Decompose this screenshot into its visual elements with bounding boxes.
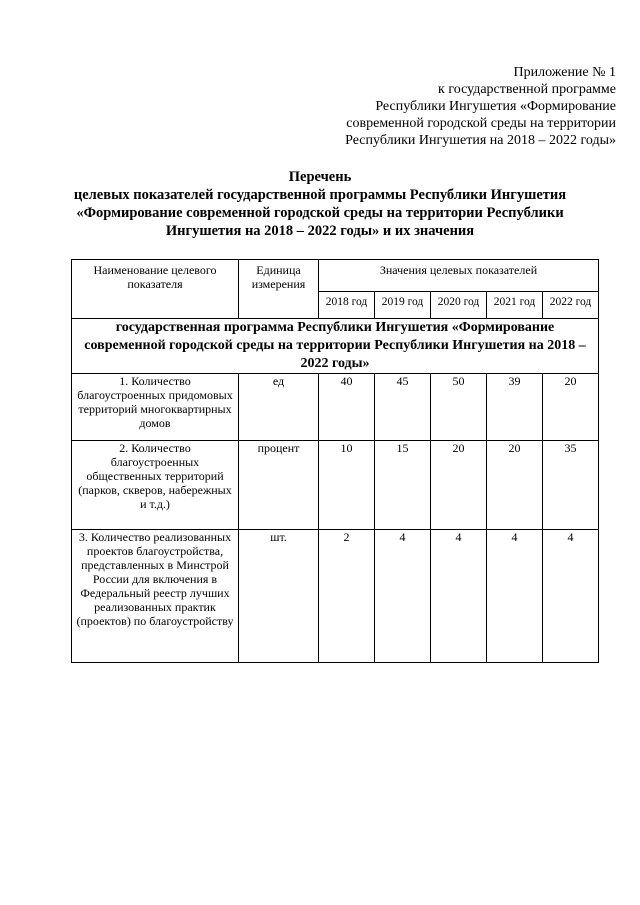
indicator-unit-cell: ед [239,374,319,441]
value-cell-2022: 35 [543,441,599,530]
annex-line: Приложение № 1 [513,65,616,80]
title-line: целевых показателей государственной программы Республики Ингушетия [73,187,567,203]
value-cell-2022: 20 [543,374,599,441]
annex-line: Республики Ингушетия на 2018 – 2022 годы» [345,133,616,148]
table-header-row [72,260,599,292]
value-cell-2018: 10 [319,441,375,530]
title-line: Перечень [288,169,352,185]
indicators-table [71,259,599,663]
indicator-unit-cell: процент [239,441,319,530]
value-cell-2020: 4 [431,530,487,663]
program-title-cell: государственная программа Республики Ингушетия «Формирование современной городской среды на территории Республики Ингушетия на 2018 – 2022 годы» [72,319,599,374]
header-year-2022: 2022 год [543,292,599,319]
title-line: Ингушетия на 2018 – 2022 годы» и их значения [165,223,475,239]
annex-line: к государственной программе [438,82,616,97]
value-cell-2019: 15 [375,441,431,530]
header-unit: Единица измерения [239,260,319,319]
value-cell-2021: 20 [487,441,543,530]
header-year-2018: 2018 год [319,292,375,319]
title-line: «Формирование современной городской среды на территории Республики [76,205,564,221]
annex-header [345,64,616,149]
value-cell-2021: 39 [487,374,543,441]
program-row [72,319,599,374]
value-cell-2018: 40 [319,374,375,441]
value-cell-2019: 45 [375,374,431,441]
indicator-unit-cell: шт. [239,530,319,663]
document-title [0,168,640,240]
header-year-2019: 2019 год [375,292,431,319]
header-year-2021: 2021 год [487,292,543,319]
value-cell-2018: 2 [319,530,375,663]
indicator-name-cell: 3. Количество реализованных проектов благоустройства, представленных в Минстрой России для включения в Федеральный реестр лучших реализованных практик (проектов) по благоустройству [72,530,239,663]
table-row [72,374,599,441]
table-row [72,441,599,530]
value-cell-2022: 4 [543,530,599,663]
value-cell-2019: 4 [375,530,431,663]
indicator-name-cell: 2. Количество благоустроенных общественных территорий (парков, скверов, набережных и т.д.) [72,441,239,530]
header-year-2020: 2020 год [431,292,487,319]
indicator-name-cell: 1. Количество благоустроенных придомовых территорий многоквартирных домов [72,374,239,441]
value-cell-2020: 50 [431,374,487,441]
value-cell-2021: 4 [487,530,543,663]
annex-line: Республики Ингушетия «Формирование [375,99,616,114]
header-target-values: Значения целевых показателей [319,260,599,292]
annex-line: современной городской среды на территории [346,116,616,131]
value-cell-2020: 20 [431,441,487,530]
table-row [72,530,599,663]
header-indicator-name: Наименование целевого показателя [72,260,239,319]
